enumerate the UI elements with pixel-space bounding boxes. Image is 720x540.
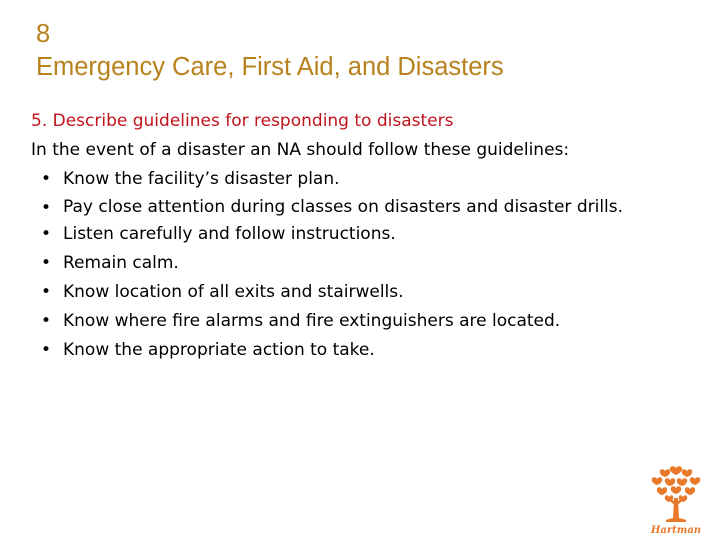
bullet-icon: • (41, 169, 52, 189)
bullet-icon: • (41, 253, 52, 273)
list-item-text: Pay close attention during classes on disasters and disaster drills. (63, 197, 624, 217)
section-subheading: 5. Describe guidelines for responding to disasters (31, 111, 454, 131)
list-item-text: Listen carefully and follow instructions. (63, 224, 396, 244)
bullet-icon: • (41, 282, 52, 302)
list-item (31, 194, 691, 220)
list-item (31, 307, 691, 336)
list-item-text: Know location of all exits and stairwells. (63, 282, 404, 302)
list-item (31, 249, 691, 278)
list-item-text: Know where fire alarms and fire extinguishers are located. (63, 311, 561, 331)
bullet-icon: • (41, 340, 52, 360)
bullet-icon: • (41, 224, 52, 244)
list-item (31, 165, 691, 194)
list-item (31, 278, 691, 307)
intro-text: In the event of a disaster an NA should follow these guidelines: (31, 140, 570, 160)
bullet-icon: • (41, 198, 52, 218)
list-item (31, 220, 691, 249)
list-item-text: Remain calm. (63, 253, 179, 273)
slide-title (36, 18, 676, 84)
list-item-text: Know the appropriate action to take. (63, 340, 375, 360)
logo-wordmark: Hartman (650, 525, 702, 536)
chapter-title: Emergency Care, First Aid, and Disasters (36, 53, 504, 81)
slide-body (31, 107, 691, 365)
hartman-tree-icon (646, 458, 706, 536)
chapter-number: 8 (36, 20, 51, 48)
list-item-text: Know the facility’s disaster plan. (63, 169, 340, 189)
bullet-icon: • (41, 311, 52, 331)
hartman-logo (646, 458, 706, 536)
list-item (31, 336, 691, 365)
guideline-list (31, 165, 691, 365)
